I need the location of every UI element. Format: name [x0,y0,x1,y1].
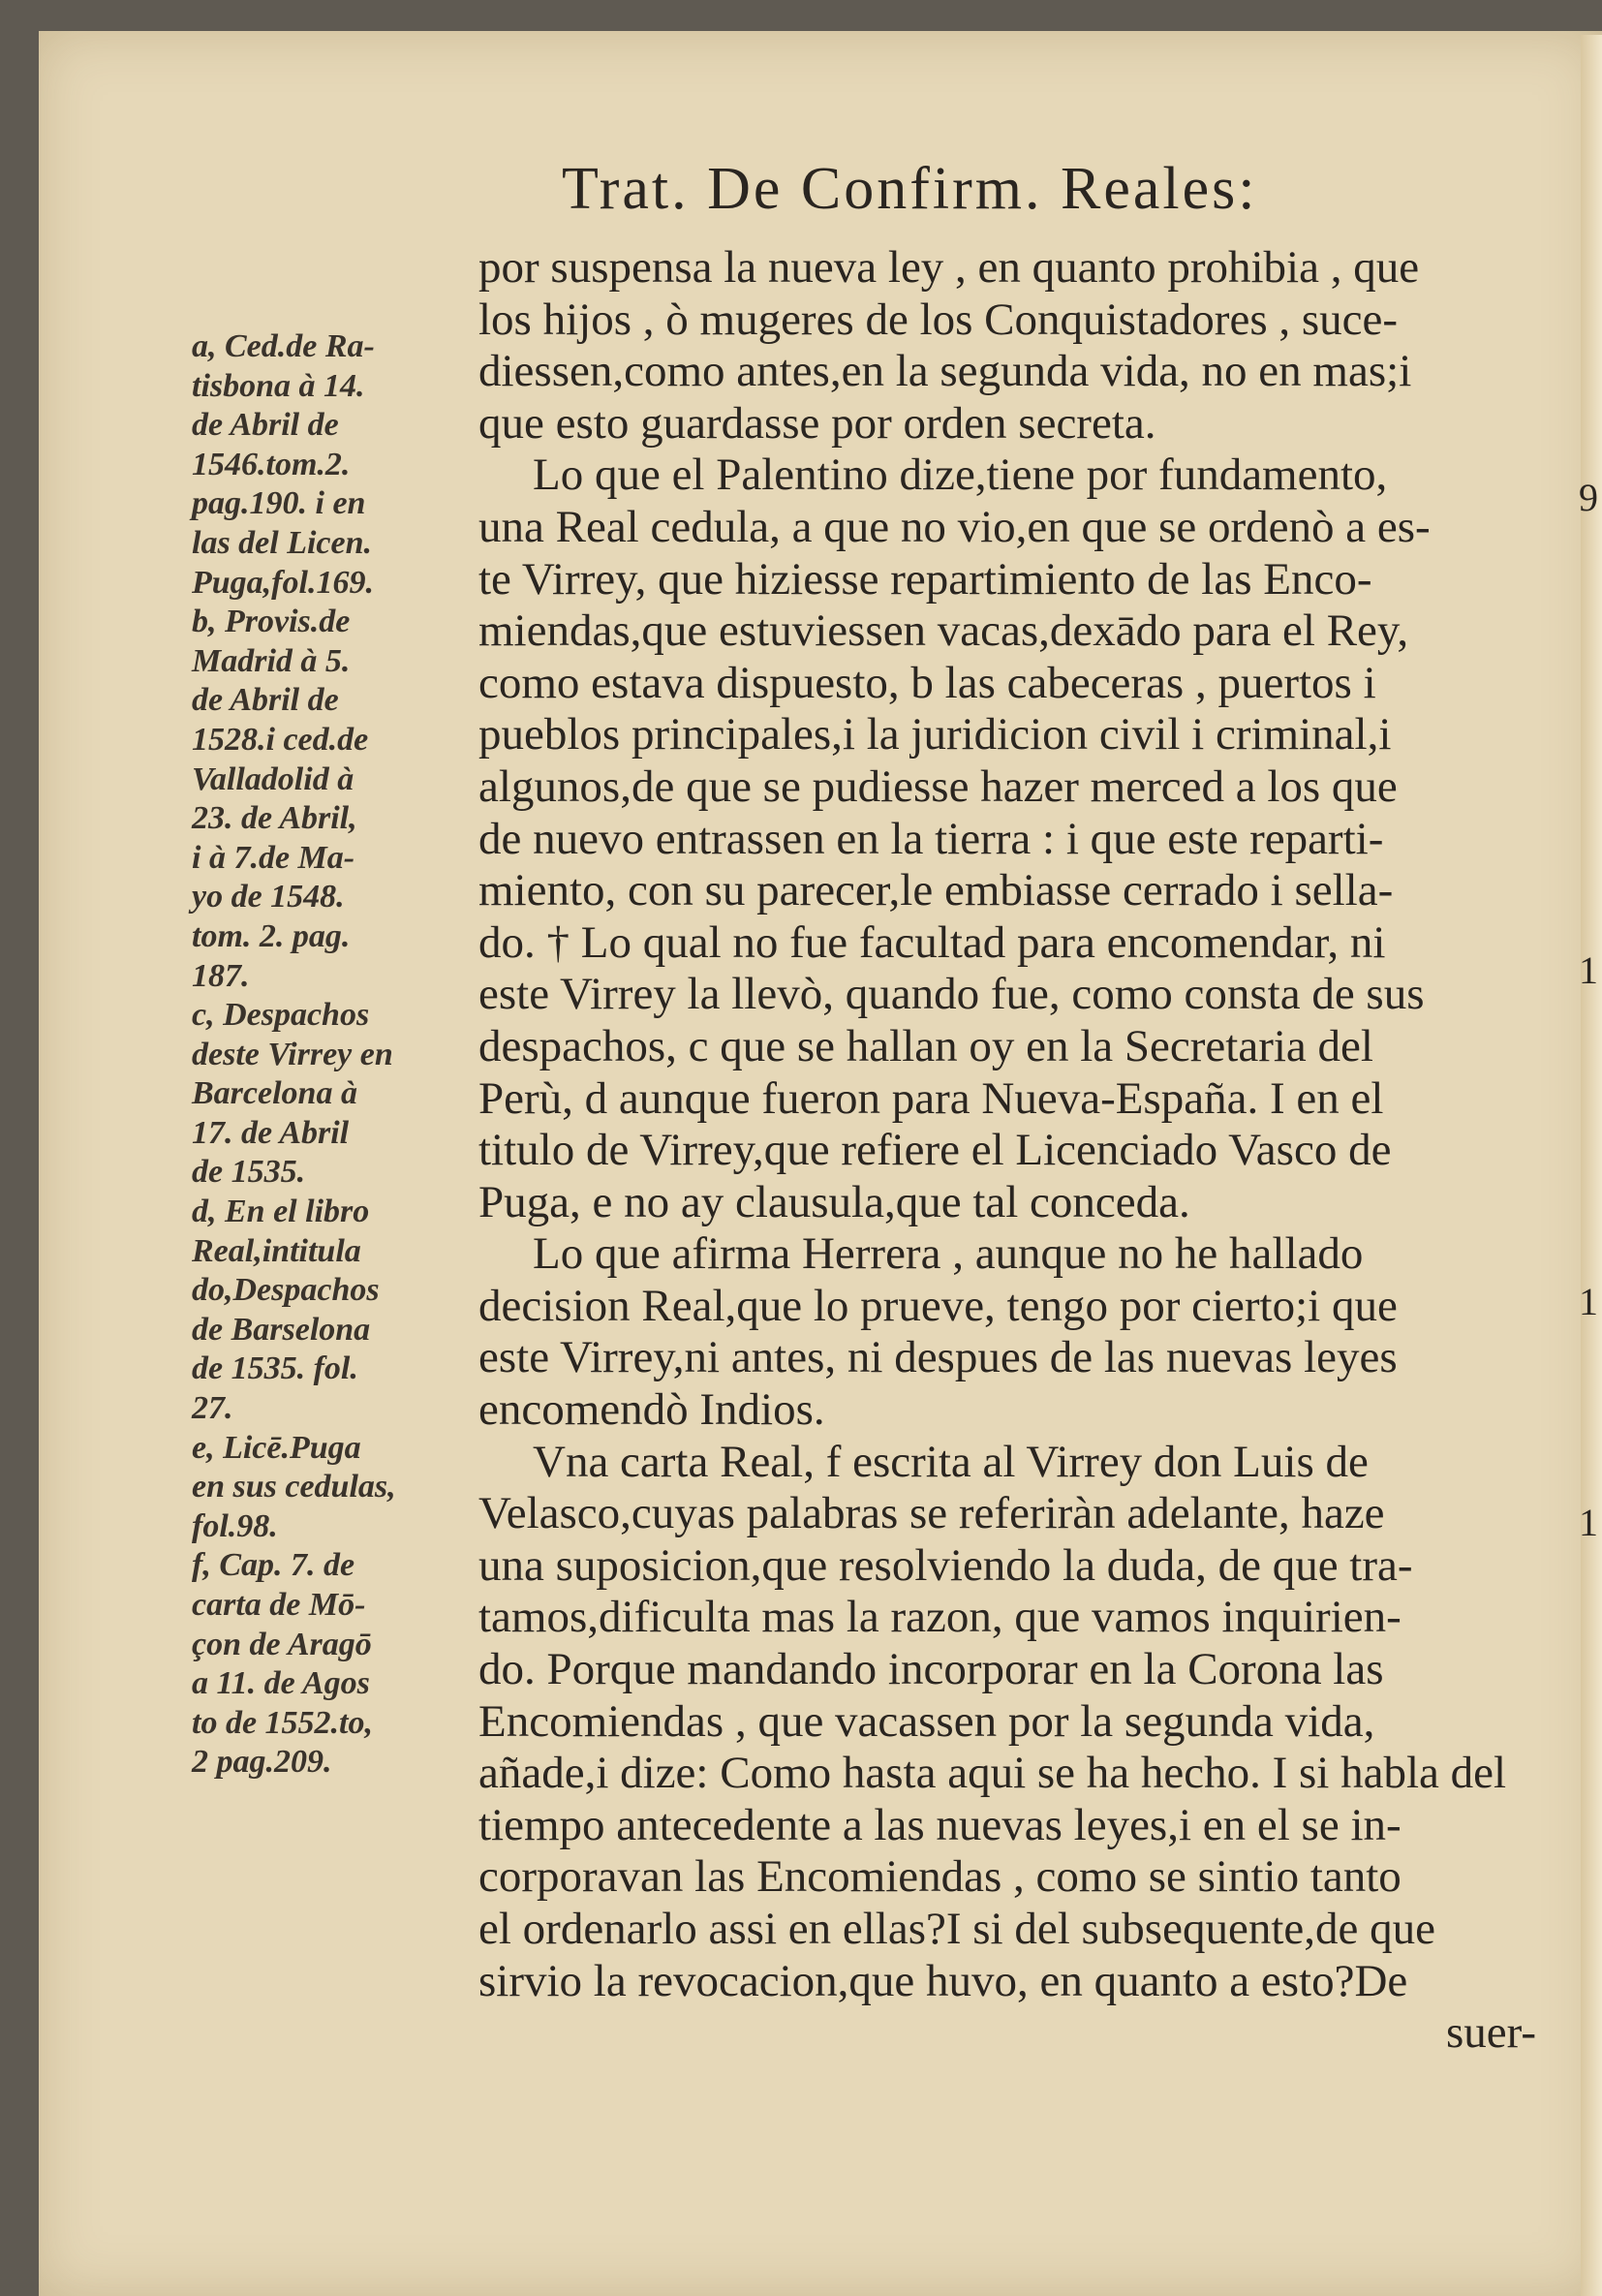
margin-note-line: 2 pag.209. [192,1744,332,1781]
text-line: corporavan las Encomiendas , como se sintio tanto [478,1851,1402,1903]
margin-note-line: 17. de Abril [192,1114,350,1151]
text-line: Lo que el Palentino dize,tiene por fundamento, [533,450,1388,501]
text-line: Velasco,cuyas palabras se referiràn adelante, haze [478,1488,1385,1539]
margin-note-line: las del Licen. [192,524,373,561]
margin-note-line: Madrid à 5. [192,642,351,679]
margin-note-line: de Abril de [192,682,339,719]
margin-note-line: a 11. de Agos [192,1665,370,1702]
margin-note-line: 27. [192,1390,233,1427]
marginal-notes [192,327,482,1783]
margin-note-line: 1528.i ced.de [192,721,369,758]
edge-mark: 1 [1579,1501,1598,1544]
facing-page-edge [1581,35,1602,2296]
margin-note-line: carta de Mō- [192,1587,366,1623]
text-line: Vna carta Real, f escrita al Virrey don Luis de [533,1436,1369,1487]
text-line: diessen,como antes,en la segunda vida, no en mas;i [478,346,1412,397]
margin-note-line: yo de 1548. [192,879,345,915]
margin-note-line: de 1535. [192,1154,306,1191]
margin-note-line: en sus cedulas, [192,1469,396,1505]
text-line: despachos, c que se hallan oy en la Secretaria del [478,1020,1373,1071]
body-text [478,242,1563,2060]
text-line: miento, con su parecer,le embiasse cerrado i sella- [478,865,1394,916]
margin-note-line: de 1535. fol. [192,1350,358,1387]
margin-note-line: 1546.tom.2. [192,446,351,482]
text-line: como estava dispuesto, b las cabeceras , puertos i [478,657,1376,708]
text-line: encomendò Indios. [478,1384,825,1436]
margin-note-line: Valladolid à [192,760,354,797]
text-line: te Virrey, que hiziesse repartimiento de las Enco- [478,553,1372,605]
text-line: añade,i dize: Como hasta aqui se ha hecho. I si habla del [478,1748,1507,1799]
text-line: Perù, d aunque fueron para Nueva-España. I en el [478,1072,1384,1124]
text-line: tamos,dificulta mas la razon, que vamos inquirien- [478,1592,1402,1643]
margin-note-line: do,Despachos [192,1272,380,1309]
text-line: una Real cedula, a que no vio,en que se ordenò a es- [478,501,1431,552]
text-line: decision Real,que lo prueve, tengo por cierto;i que [478,1280,1398,1331]
margin-note-line: Puga,fol.169. [192,564,374,601]
edge-mark: 9 [1579,476,1598,519]
text-line: tiempo antecedente a las nuevas leyes,i en el se in- [478,1799,1402,1850]
margin-note-line: to de 1552.to, [192,1704,373,1741]
margin-note-line: b, Provis.de [192,604,351,640]
margin-note-line: tom. 2. pag. [192,917,351,954]
text-line: do. † Lo qual no fue facultad para encomendar, ni [478,916,1386,968]
text-line: los hijos , ò mugeres de los Conquistadores , suce- [478,294,1399,345]
margin-note-line: d, En el libro [192,1194,370,1230]
margin-note-line: 187. [192,957,250,994]
margin-note-line: tisbona à 14. [192,367,365,404]
margin-note-line: pag.190. i en [192,485,366,522]
text-line: titulo de Virrey,que refiere el Licenciado Vasco de [478,1125,1392,1176]
text-line: miendas,que estuviessen vacas,dexādo para el Rey, [478,605,1409,657]
margin-note-line: Barcelona à [192,1075,357,1112]
text-line: una suposicion,que resolviendo la duda, de que tra- [478,1539,1413,1591]
margin-note-line: c, Despachos [192,997,370,1034]
margin-note-line: a, Ced.de Ra- [192,328,375,364]
margin-note-line: f, Cap. 7. de [192,1547,355,1584]
text-line: este Virrey la llevò, quando fue, como consta de sus [478,969,1425,1020]
margin-note-line: çon de Aragō [192,1626,372,1662]
edge-mark: 1 [1579,1280,1598,1323]
text-line: do. Porque mandando incorporar en la Corona las [478,1644,1384,1695]
text-line: sirvio la revocacion,que huvo, en quanto a esto?De [478,1955,1408,2006]
margin-note-line: i à 7.de Ma- [192,839,355,876]
margin-note-line: de Abril de [192,407,339,444]
margin-note-line: deste Virrey en [192,1036,393,1072]
margin-note-line: fol.98. [192,1507,278,1544]
text-line: el ordenarlo assi en ellas?I si del subsequente,de que [478,1904,1435,1954]
text-line: Puga, e no ay clausula,que tal conceda. [478,1176,1190,1227]
edge-mark: 1 [1579,948,1598,992]
text-line: de nuevo entrassen en la tierra : i que este reparti- [478,813,1384,864]
text-line: suer- [1445,2007,1536,2059]
margin-note-line: Real,intitula [192,1232,361,1269]
margin-note-line: de Barselona [192,1311,371,1348]
running-head: Trat. De Confirm. Reales: [562,156,1258,222]
text-line: algunos,de que se pudiesse hazer merced a los que [478,760,1398,812]
text-line: Encomiendas , que vacassen por la segunda vida, [478,1695,1375,1747]
margin-note-line: e, Licē.Puga [192,1429,361,1466]
text-line: por suspensa la nueva ley , en quanto prohibia , que [478,242,1420,293]
text-line: este Virrey,ni antes, ni despues de las nuevas leyes [478,1332,1398,1383]
text-line: Lo que afirma Herrera , aunque no he hallado [533,1228,1364,1280]
text-line: que esto guardasse por orden secreta. [478,397,1156,449]
text-line: pueblos principales,i la juridicion civil i criminal,i [478,709,1392,760]
margin-note-line: 23. de Abril, [192,800,357,837]
